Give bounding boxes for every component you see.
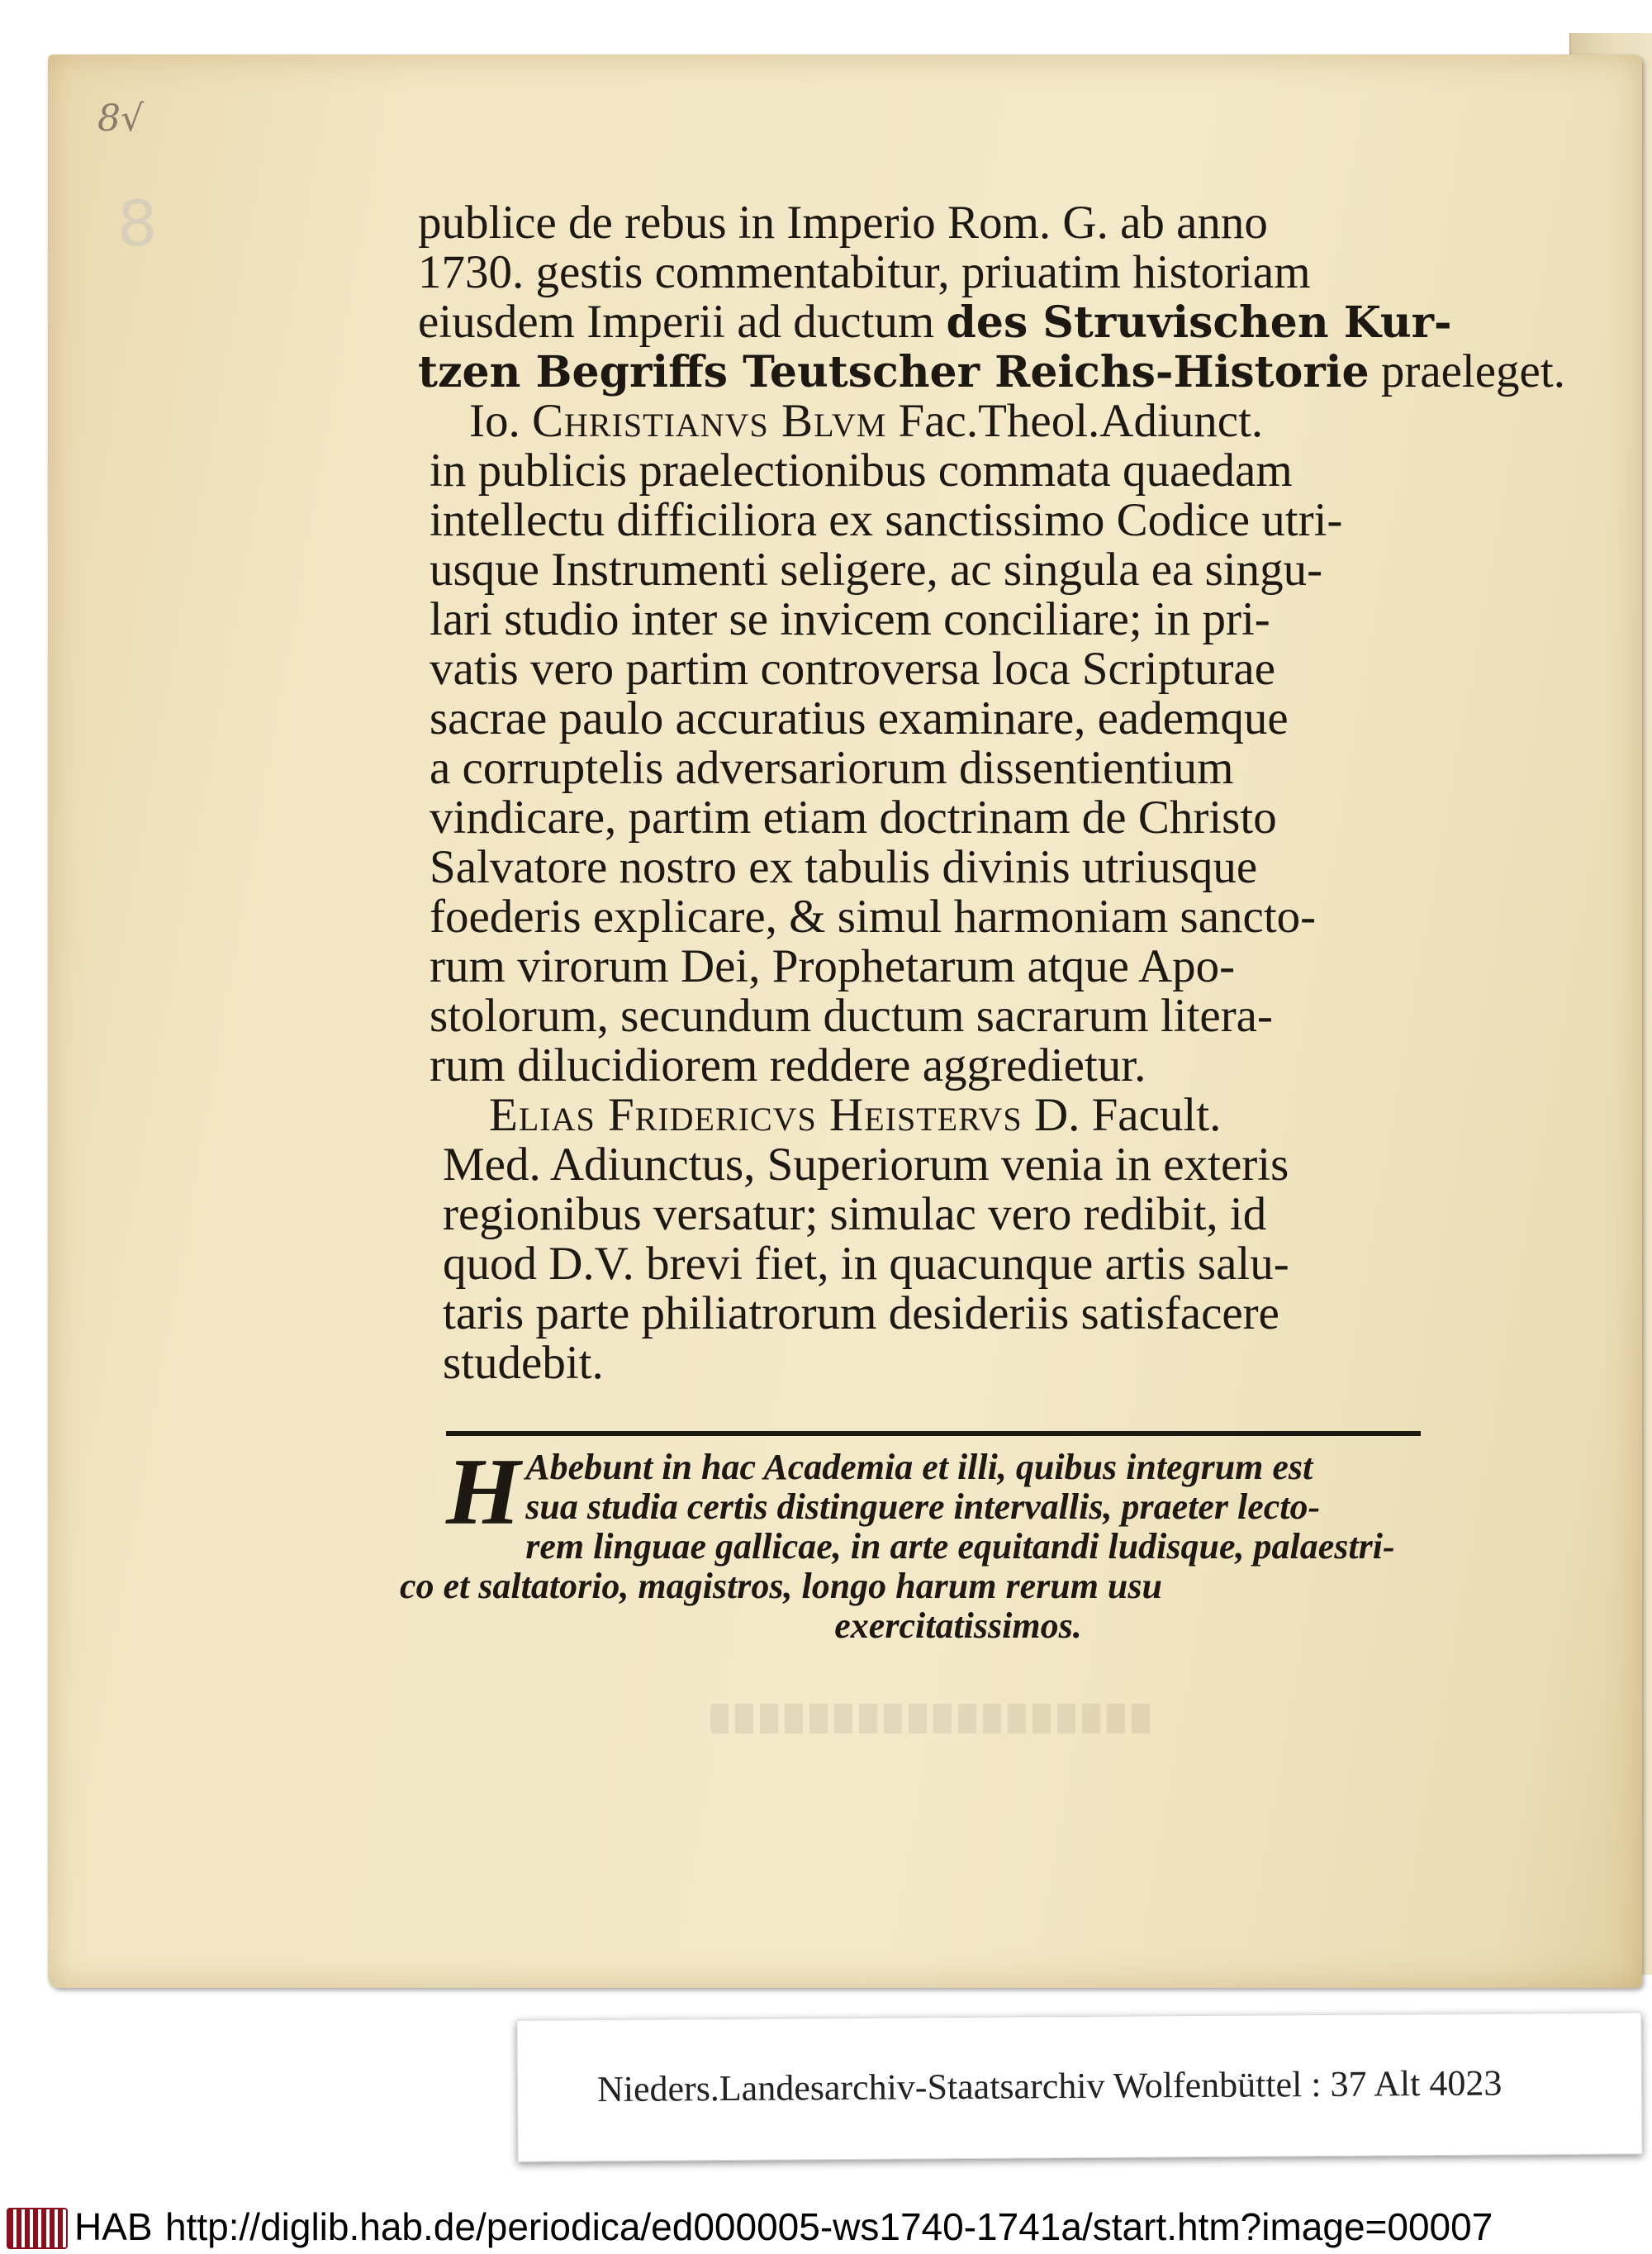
text-line: taris parte philiatrorum desideriis satisfacere	[443, 1287, 1279, 1339]
text-line: rum virorum Dei, Prophetarum atque Apo-	[430, 940, 1236, 992]
text-line: vatis vero partim controversa loca Scripturae	[430, 643, 1276, 695]
archive-label: Nieders.Landesarchiv-Staatsarchiv Wolfenbüttel : 37 Alt 4023	[596, 2062, 1502, 2110]
bleed-through-number: 8	[117, 187, 158, 260]
author-name-heister: Elias Fridericvs Heistervs	[489, 1089, 1023, 1141]
text-line: 1730. gestis commentabitur, priuatim historiam	[418, 246, 1311, 298]
text-line: foederis explicare, & simul harmoniam sancto-	[430, 891, 1317, 943]
handwritten-page-number: 8√	[97, 97, 145, 140]
hab-logo-icon	[7, 2208, 68, 2249]
section-divider	[446, 1431, 1421, 1436]
notice-line: exercitatissimos.	[834, 1605, 1082, 1646]
text-line: usque Instrumenti seligere, ac singula ea singu-	[430, 544, 1323, 596]
text-line: a corruptelis adversariorum dissentientium	[430, 742, 1234, 794]
text-line: vindicare, partim etiam doctrinam de Christo	[430, 792, 1277, 844]
text-line: sacrae paulo accuratius examinare, eademque	[430, 692, 1289, 744]
text-line: studebit.	[443, 1337, 604, 1389]
notice-line: rem linguae gallicae, in arte equitandi ludisque, palaestri-	[525, 1526, 1395, 1567]
text-line: in publicis praelectionibus commata quaedam	[430, 445, 1293, 497]
author-initial: Io.	[469, 395, 532, 447]
author-title: D. Facult.	[1022, 1089, 1222, 1141]
notice-line: Abebunt in hac Academia et illi, quibus integrum est	[525, 1447, 1313, 1487]
notice-line: co et saltatorio, magistros, longo harum rerum usu	[400, 1566, 1162, 1606]
text-line	[418, 345, 1565, 397]
text-line: quod D.V. brevi fiet, in quacunque artis salu-	[443, 1238, 1289, 1290]
blackletter-text: tzen Begriffs Teutscher Reichs-Historie	[418, 347, 1370, 397]
archive-label-card	[516, 2012, 1642, 2162]
text-line: intellectu difficiliora ex sanctissimo Codice utri-	[430, 494, 1343, 546]
text-line: regionibus versatur; simulac vero redibit, id	[443, 1188, 1267, 1240]
text-line: rum dilucidiorem reddere aggredietur.	[430, 1039, 1146, 1091]
text-line: Med. Adiunctus, Superiorum venia in exteris	[443, 1139, 1289, 1191]
text-line: lari studio inter se invicem conciliare; in pri-	[430, 593, 1270, 645]
bleed-through-text	[710, 1704, 1156, 1733]
text-line-latin: praeleget.	[1369, 345, 1565, 397]
text-line: publice de rebus in Imperio Rom. G. ab anno	[418, 197, 1268, 249]
text-line: stolorum, secundum ductum sacrarum litera-	[430, 990, 1273, 1042]
source-url-link[interactable]: http://diglib.hab.de/periodica/ed000005-ws1740-1741a/start.htm?image=00007	[165, 2205, 1493, 2248]
notice-line: sua studia certis distinguere intervallis, praeter lecto-	[525, 1486, 1321, 1527]
text-line	[418, 1091, 1419, 1140]
academy-notice	[400, 1439, 1421, 1646]
blackletter-text: des Struvischen Kur-	[946, 297, 1452, 348]
body-text	[418, 197, 1565, 1389]
footer-url-bar	[0, 2199, 1652, 2254]
text-line	[418, 397, 1419, 446]
text-line: Salvatore nostro ex tabulis divinis utriusque	[430, 841, 1258, 893]
author-title: Fac.Theol.Adiunct.	[886, 395, 1264, 447]
author-name-blum: Christianvs Blvm	[531, 395, 887, 447]
text-line-latin: eiusdem Imperii ad ductum	[418, 296, 947, 348]
drop-cap: H	[446, 1439, 521, 1545]
hab-logo-text: HAB	[74, 2205, 153, 2248]
text-line	[418, 296, 1452, 348]
